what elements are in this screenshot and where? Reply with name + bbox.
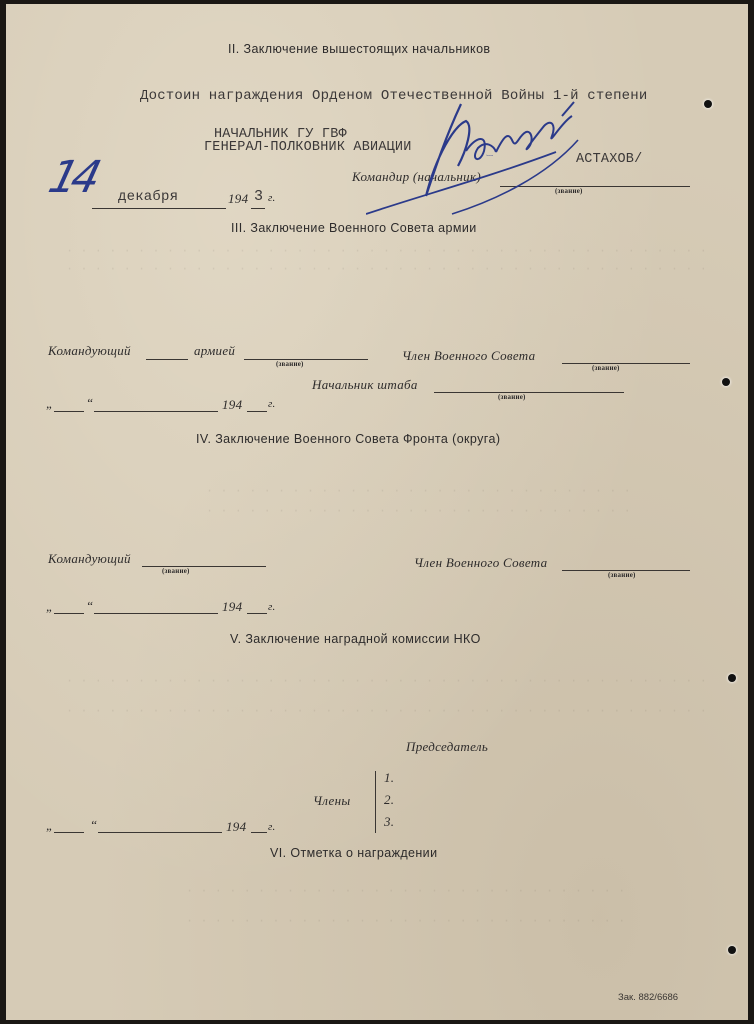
section-2-conclusion: Достоин награждения Орденом Отечественной Войны 1-й степени [140,88,648,104]
bleed-through: · · · · · · · · · · · · · · · · · · · · · · · · · · · · · · · [186,884,626,898]
section-3-title: III. Заключение Военного Совета армии [231,221,477,235]
commander-surname: АСТАХОВ/ [576,152,643,167]
s5-date-year-line [251,832,267,833]
date-year-digit: 3 [254,188,264,205]
s4-date-suffix: г. [268,601,276,613]
member-3-label: 3. [384,814,395,829]
s5-date-day-line [54,832,84,833]
section-6-title: VI. Отметка о награждении [270,846,438,860]
bleed-through: · · · · · · · · · · · · · · · · · · · · · · · · · · · · · · · · · · · · · · · · · · · · · [66,244,707,258]
document-page [6,4,748,1020]
signature-text: Астахов [486,155,493,157]
army-council-label: Член Военного Совета [402,348,536,363]
section-4-title: IV. Заключение Военного Совета Фронта (округа) [196,432,501,446]
bleed-through: · · · · · · · · · · · · · · · · · · · · · · · · · · · · · · · [186,914,626,928]
s5-date-year: 194 [226,819,247,834]
s4-date-year-line [247,613,267,614]
date-month: декабря [118,189,179,205]
commander-rank-hint: (звание) [555,187,583,195]
order-number: Зак. 882/6686 [618,992,679,1003]
army-council-line [562,363,690,364]
s3-date-close-quote: “ [86,395,94,410]
chief-of-staff-label: Начальник штаба [312,377,418,392]
bleed-through: · · · · · · · · · · · · · · · · · · · · · · · · · · · · · · · · · · · · · · · · · · · · · [66,704,707,718]
punch-hole [704,100,712,108]
members-bracket [375,771,376,833]
date-day-line [92,208,116,209]
s5-date-open-quote: „ [46,818,54,833]
s3-date-suffix: г. [268,398,276,410]
front-council-rank-hint: (звание) [608,571,636,579]
s3-date-open-quote: „ [46,396,54,411]
front-commander-rank-hint: (звание) [162,567,190,575]
bleed-through: · · · · · · · · · · · · · · · · · · · · · · · · · · · · · · [206,484,631,498]
s4-date-month-line [94,613,218,614]
s5-date-suffix: г. [268,821,276,833]
front-council-label: Член Военного Совета [414,555,548,570]
punch-hole [728,946,736,954]
s3-date-month-line [94,411,218,412]
handwritten-signature [366,96,596,216]
commander-position-line2: ГЕНЕРАЛ-ПОЛКОВНИК АВИАЦИИ [204,140,412,155]
commander-label: Командир (начальник) [352,169,481,184]
s5-date-close-quote: “ [90,817,98,832]
punch-hole [722,378,730,386]
army-rank-hint: (звание) [276,360,304,368]
s4-date-open-quote: „ [46,599,54,614]
chief-of-staff-line [434,392,624,393]
s3-date-year: 194 [222,397,243,412]
chief-of-staff-rank-hint: (звание) [498,393,526,401]
s3-date-day-line [54,411,84,412]
section-2-title: II. Заключение вышестоящих начальников [228,42,491,56]
s4-date-close-quote: “ [86,598,94,613]
front-commander-line [142,566,266,567]
members-label: Члены [313,793,351,808]
s4-date-day-line [54,613,84,614]
date-day-handwritten: 14 [43,152,101,203]
army-rank-line [244,359,368,360]
commander-position-line1: НАЧАЛЬНИК ГУ ГВФ [214,127,347,142]
s4-date-year: 194 [222,599,243,614]
bleed-through: · · · · · · · · · · · · · · · · · · · · · · · · · · · · · · [206,504,631,518]
bleed-through: · · · · · · · · · · · · · · · · · · · · · · · · · · · · · · · · · · · · · · · · · · · · · [66,674,707,688]
s5-date-month-line [98,832,222,833]
member-2-label: 2. [384,792,395,807]
army-label: армией [194,343,236,358]
front-commander-label: Командующий [48,551,131,566]
army-council-rank-hint: (звание) [592,364,620,372]
bleed-through: · · · · · · · · · · · · · · · · · · · · · · · · · · · · · · · · · · · · · · · · · · · · · [66,262,707,276]
member-1-label: 1. [384,770,395,785]
chairman-label: Председатель [406,739,489,754]
army-commander-line [146,359,188,360]
section-5-title: V. Заключение наградной комиссии НКО [230,632,481,646]
punch-hole [728,674,736,682]
date-year-line [251,208,265,209]
date-suffix: г. [268,192,276,204]
date-month-line [116,208,226,209]
date-year-prefix: 194 [228,191,249,206]
army-commander-label: Командующий [48,343,131,358]
s3-date-year-line [247,411,267,412]
